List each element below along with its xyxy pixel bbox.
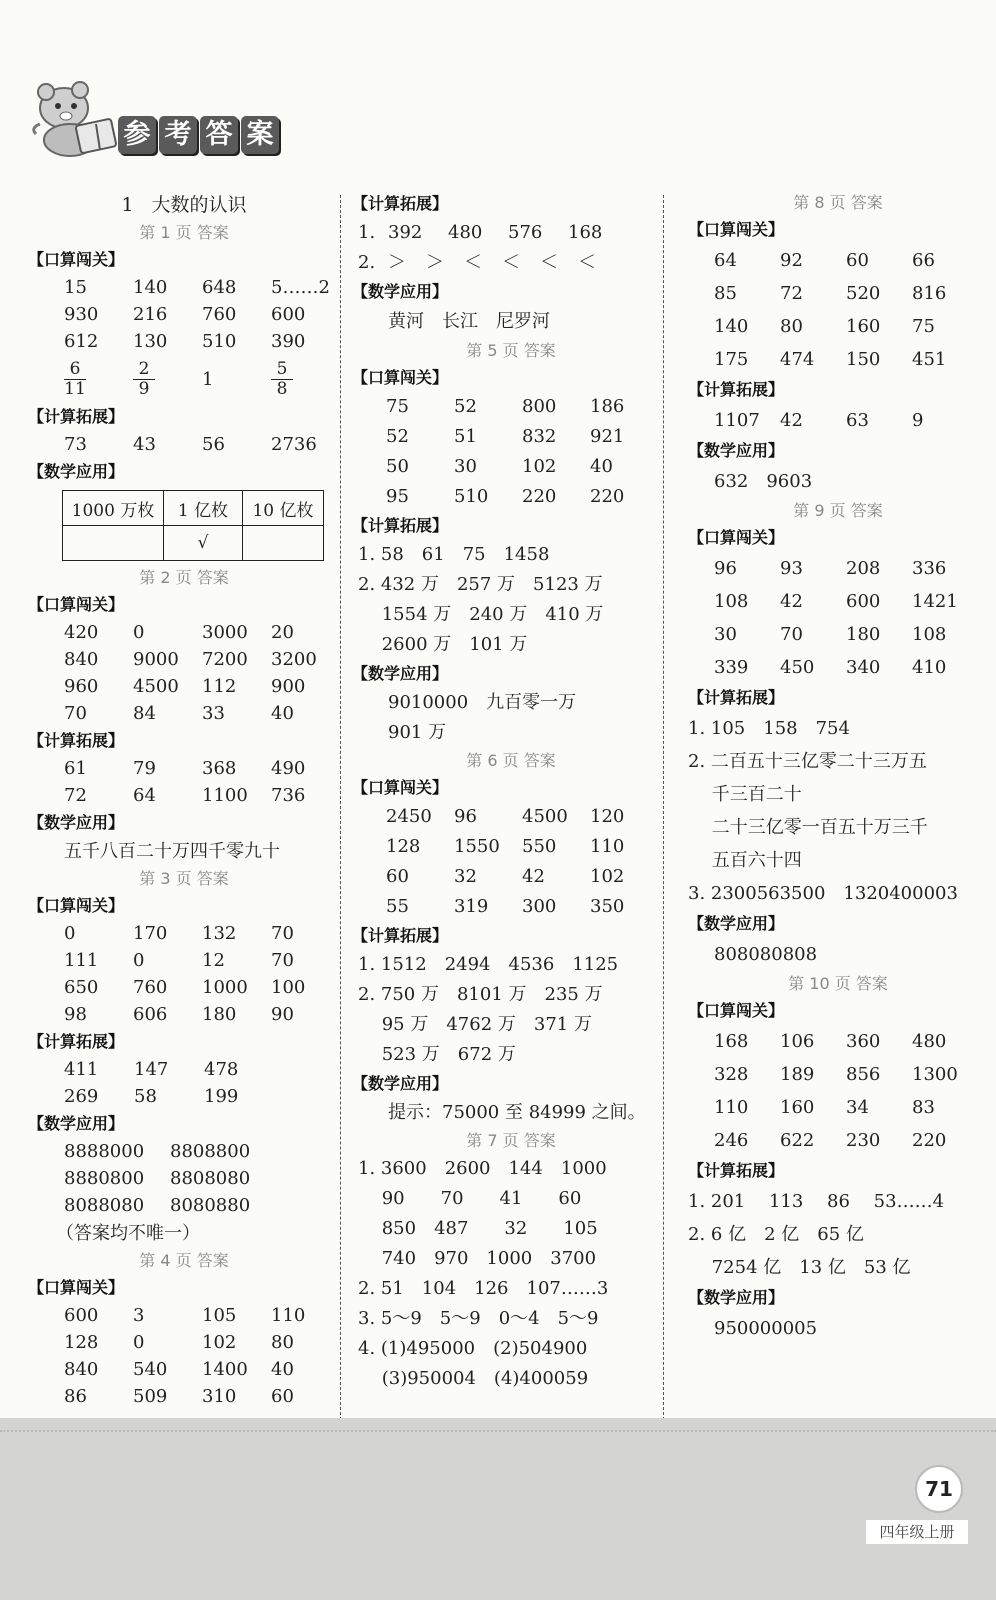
answer-row: 246 622 230 220 <box>714 1130 947 1151</box>
answer-text: 黄河 长江 尼罗河 <box>388 311 550 332</box>
fraction: 2 9 <box>133 360 155 399</box>
answer-row: 140 80 160 75 <box>714 316 935 337</box>
table-cell: √ <box>164 526 243 561</box>
section-label: 【数学应用】 <box>688 441 785 460</box>
table-cell <box>243 526 324 561</box>
answer-text: 2. 432 万 257 万 5123 万 <box>358 574 603 595</box>
answer-row: 98 606 180 90 <box>64 1004 294 1025</box>
answer-row: 420 0 3000 20 <box>64 622 294 643</box>
answer-text: 1. 201 113 86 53……4 <box>688 1191 945 1212</box>
answer-row: 8888000 8808800 <box>64 1141 251 1162</box>
answer-row: 60 32 42 102 <box>386 866 625 887</box>
page-8-heading: 第 8 页 答案 <box>793 193 883 212</box>
answer-row: 8088080 8080880 <box>64 1195 251 1216</box>
section-label: 【计算拓展】 <box>352 516 449 535</box>
answer-text: 五千八百二十万四千零九十 <box>64 841 280 862</box>
section-label: 【口算闯关】 <box>352 368 449 387</box>
section-label: 【口算闯关】 <box>688 1001 785 1020</box>
answer-text: 提示：75000 至 84999 之间。 <box>388 1102 646 1123</box>
answer-row: 73 43 56 2736 <box>64 434 317 455</box>
answer-row: 339 450 340 410 <box>714 657 947 678</box>
answer-row: 840 9000 7200 3200 <box>64 649 317 670</box>
answer-row: 1107 42 63 9 <box>714 410 924 431</box>
answer-text: 2. 51 104 126 107……3 <box>358 1278 609 1299</box>
section-label: 【数学应用】 <box>688 1288 785 1307</box>
answer-text: 4. (1)495000 (2)504900 <box>358 1338 588 1359</box>
answer-column-3 <box>688 190 988 1345</box>
section-label: 【计算拓展】 <box>352 194 449 213</box>
page-6-heading: 第 6 页 答案 <box>466 751 556 770</box>
answer-value: 1 <box>202 368 214 390</box>
title-char: 考 <box>159 116 197 154</box>
answer-row: 269 58 199 <box>64 1086 239 1107</box>
answer-text: 2. 二百五十三亿零二十三万五 <box>688 751 927 772</box>
fraction-row <box>28 355 340 403</box>
answer-row: 168 106 360 480 <box>714 1031 947 1052</box>
answer-text: 850 487 32 105 <box>358 1218 598 1239</box>
answer-row: 15 140 648 5……2 <box>64 277 330 298</box>
fraction: 6 11 <box>64 358 86 399</box>
column-divider <box>340 195 341 1420</box>
answer-text: 3. 5～9 5～9 0～4 5～9 <box>358 1308 599 1329</box>
page-title <box>118 116 279 154</box>
section-label: 【计算拓展】 <box>28 407 125 426</box>
answer-text: 808080808 <box>714 944 818 965</box>
page-number: 71 <box>915 1465 963 1513</box>
section-label: 【计算拓展】 <box>688 380 785 399</box>
answer-text: 950000005 <box>714 1318 818 1339</box>
title-char: 参 <box>118 116 156 154</box>
answer-text: 90 70 41 60 <box>358 1188 582 1209</box>
page-3-heading: 第 3 页 答案 <box>139 869 229 888</box>
answer-text: (3)950004 (4)400059 <box>358 1368 589 1389</box>
answer-text: 千三百二十 <box>688 784 802 805</box>
table-header-cell: 10 亿枚 <box>243 491 324 526</box>
section-label: 【口算闯关】 <box>28 250 125 269</box>
section-label: 【数学应用】 <box>28 813 125 832</box>
section-label: 【计算拓展】 <box>688 688 785 707</box>
answer-row: 650 760 1000 100 <box>64 977 306 998</box>
answer-text: 五百六十四 <box>688 850 802 871</box>
answer-text: 1. 105 158 754 <box>688 718 850 739</box>
page-4-heading: 第 4 页 答案 <box>139 1251 229 1270</box>
answer-row: 64 92 60 66 <box>714 250 935 271</box>
answer-column-2 <box>352 190 670 1394</box>
answer-row: 72 64 1100 736 <box>64 785 306 806</box>
page-10-heading: 第 10 页 答案 <box>788 974 888 993</box>
page-2-heading: 第 2 页 答案 <box>139 568 229 587</box>
answer-text: 3. 2300563500 1320400003 <box>688 883 958 904</box>
answer-row: 30 70 180 108 <box>714 624 947 645</box>
answer-row: 128 0 102 80 <box>64 1332 294 1353</box>
page-9-heading: 第 9 页 答案 <box>793 501 883 520</box>
table-cell <box>63 526 164 561</box>
answer-row: 110 160 34 83 <box>714 1097 935 1118</box>
answer-row: 86 509 310 60 <box>64 1386 294 1407</box>
answer-row: 612 130 510 390 <box>64 331 306 352</box>
section-label: 【计算拓展】 <box>352 926 449 945</box>
grade-label: 四年级上册 <box>866 1520 968 1544</box>
answer-text: 2600 万 101 万 <box>358 634 528 655</box>
section-label: 【数学应用】 <box>352 1074 449 1093</box>
answer-text: 二十三亿零一百五十万三千 <box>688 817 928 838</box>
answer-row: 411 147 478 <box>64 1059 239 1080</box>
unit-title: 1 大数的认识 <box>121 194 247 216</box>
answer-text: 632 9603 <box>714 471 813 492</box>
section-label: 【口算闯关】 <box>352 778 449 797</box>
answer-row: 930 216 760 600 <box>64 304 306 325</box>
answer-row: 95 510 220 220 <box>386 486 625 507</box>
answer-text: 523 万 672 万 <box>358 1044 516 1065</box>
answer-row: 2450 96 4500 120 <box>386 806 625 827</box>
section-label: 【计算拓展】 <box>688 1161 785 1180</box>
answer-row: 8880800 8808080 <box>64 1168 251 1189</box>
answer-text: 95 万 4762 万 371 万 <box>358 1014 592 1035</box>
answer-text: 1. 58 61 75 1458 <box>358 544 550 565</box>
coin-table <box>62 490 324 561</box>
answer-row: 840 540 1400 40 <box>64 1359 294 1380</box>
answer-row: 50 30 102 40 <box>386 456 613 477</box>
answer-row: 2. ＞ ＞ ＜ ＜ ＜ ＜ <box>358 252 596 273</box>
answer-text: 9010000 九百零一万 <box>388 692 577 713</box>
answer-row: 175 474 150 451 <box>714 349 947 370</box>
answer-row: 96 93 208 336 <box>714 558 947 579</box>
answer-row: 75 52 800 186 <box>386 396 625 417</box>
page-1-heading: 第 1 页 答案 <box>139 223 229 242</box>
answer-text: 901 万 <box>388 722 447 743</box>
answer-text: 7254 亿 13 亿 53 亿 <box>688 1257 911 1278</box>
answer-row: 128 1550 550 110 <box>386 836 625 857</box>
section-label: 【计算拓展】 <box>28 731 125 750</box>
table-header-cell: 1000 万枚 <box>63 491 164 526</box>
title-char: 案 <box>241 116 279 154</box>
section-label: 【口算闯关】 <box>688 220 785 239</box>
bear-reading-icon <box>30 78 122 160</box>
answer-row: 960 4500 112 900 <box>64 676 306 697</box>
section-label: 【数学应用】 <box>688 914 785 933</box>
section-label: 【数学应用】 <box>28 1114 125 1133</box>
answer-row: 1. 392 480 576 168 <box>358 222 603 243</box>
section-label: 【口算闯关】 <box>688 528 785 547</box>
answer-row: 85 72 520 816 <box>714 283 947 304</box>
title-char: 答 <box>200 116 238 154</box>
answer-header <box>30 70 330 170</box>
answer-text: 2. 6 亿 2 亿 65 亿 <box>688 1224 864 1245</box>
footer-band <box>0 1418 996 1600</box>
section-label: 【口算闯关】 <box>28 896 125 915</box>
page-7-heading: 第 7 页 答案 <box>466 1131 556 1150</box>
answer-column-1 <box>28 190 340 1410</box>
answer-note: （答案均不唯一） <box>56 1223 200 1244</box>
answer-text: 740 970 1000 3700 <box>358 1248 597 1269</box>
table-header-cell: 1 亿枚 <box>164 491 243 526</box>
section-label: 【数学应用】 <box>352 282 449 301</box>
fraction: 5 8 <box>271 360 293 399</box>
answer-row: 61 79 368 490 <box>64 758 306 779</box>
footer-divider <box>0 1430 996 1434</box>
answer-row: 70 84 33 40 <box>64 703 294 724</box>
answer-row: 0 170 132 70 <box>64 923 294 944</box>
answer-text: 1554 万 240 万 410 万 <box>358 604 604 625</box>
section-label: 【口算闯关】 <box>28 595 125 614</box>
answer-text: 1. 1512 2494 4536 1125 <box>358 954 619 975</box>
answer-row: 111 0 12 70 <box>64 950 294 971</box>
section-label: 【计算拓展】 <box>28 1032 125 1051</box>
answer-row: 600 3 105 110 <box>64 1305 306 1326</box>
section-label: 【数学应用】 <box>28 462 125 481</box>
answer-row: 328 189 856 1300 <box>714 1064 958 1085</box>
answer-text: 1. 3600 2600 144 1000 <box>358 1158 607 1179</box>
answer-row: 55 319 300 350 <box>386 896 625 917</box>
answer-text: 2. 750 万 8101 万 235 万 <box>358 984 603 1005</box>
answer-row: 108 42 600 1421 <box>714 591 958 612</box>
section-label: 【口算闯关】 <box>28 1278 125 1297</box>
section-label: 【数学应用】 <box>352 664 449 683</box>
page-5-heading: 第 5 页 答案 <box>466 341 556 360</box>
answer-row: 52 51 832 921 <box>386 426 625 447</box>
